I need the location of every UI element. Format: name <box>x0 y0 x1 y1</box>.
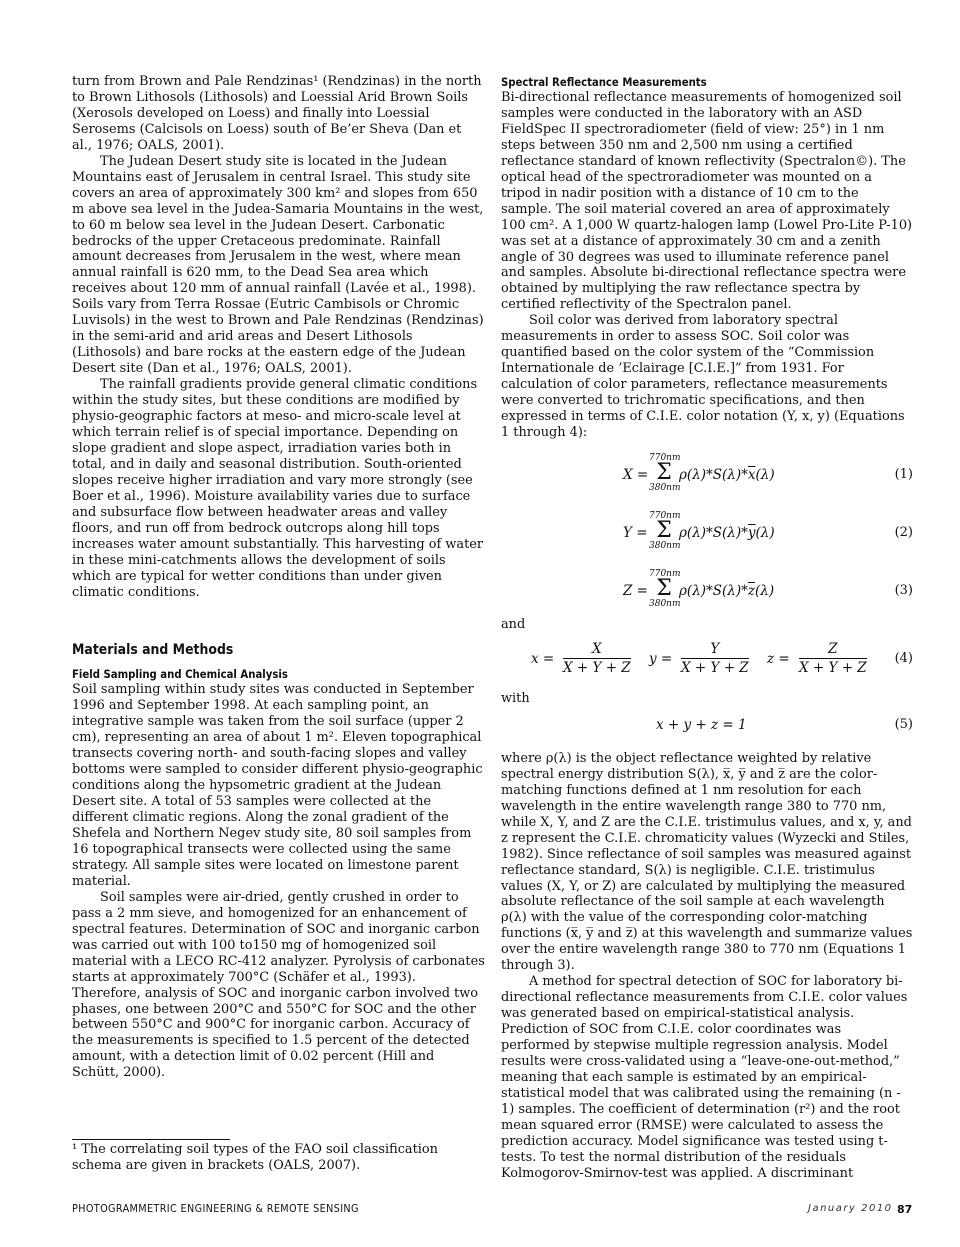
upper-limit: 770nm <box>649 568 681 579</box>
equation-4 <box>501 641 913 691</box>
fraction: $\frac{Y}{X + Y + Z}$ <box>681 640 749 676</box>
equation-rhs: $\rho(\lambda)*S(\lambda)*\overline{z}(\lambda)$ <box>679 582 775 599</box>
paragraph: Soil sampling within study sites was conducted in September 1996 and September 1998. At each sampling point, an integrative sample was taken from the soil surface (upper 2 cm), representing an area of about 1 m². Eleven topographical transects covering north- and south-facing slopes and valley bottoms were sampled to consider different physio-geographic conditions along the hypsometric gradient at the Judean Desert site. A total of 53 samples were collected at the different climatic regions. Along the zonal gradient of the Shefela and Northern Negev study site, 80 soil samples from 16 topographical transects were collected using the same strategy. All sample sites were located on limestone parent material. <box>72 682 483 889</box>
journal-name: PHOTOGRAMMETRIC ENGINEERING & REMOTE SENSING <box>72 1203 359 1215</box>
paragraph: Soil samples were air-dried, gently crushed in order to pass a 2 mm sieve, and homogenized for an enhancement of spectral features. Determination of SOC and inorganic carbon was carried out with 100 to150 mg of homogenized soil material with a LECO RC-412 analyzer. Pyrolysis of carbonates starts at approximately 700°C (Schäfer et al., 1993). Therefore, analysis of SOC and inorganic carbon involved two phases, one between 200°C and 550°C for SOC and the other between 550°C and 900°C for inorganic carbon. Accuracy of the measurements is specified to 1.5 percent of the detected amount, with a detection limit of 0.02 percent (Hill and Schütt, 2000). <box>72 889 485 1081</box>
paragraph: turn from Brown and Pale Rendzinas¹ (Rendzinas) in the north to Brown Lithosols (Lithosols) and Loessial Arid Brown Soils (Xerosols developed on Loess) and finally into Loessial Serosems (Calcisols on Loess) south of Be’er Sheva (Dan et al., 1976; OALS, 2001). <box>72 74 482 153</box>
footnote <box>72 1142 485 1174</box>
equation-number: (5) <box>894 716 913 732</box>
equation-expression: x + y + z = 1 <box>656 716 747 733</box>
fraction: $\frac{Z}{X + Y + Z}$ <box>799 640 867 676</box>
paragraph: where ρ(λ) is the object reflectance weighted by relative spectral energy distribution S(λ), x̅, y̅ and z̅ are the color-matching functions defined at 1 nm resolution for each wavelength in the entire wavelength range 380 to 770 nm, while X, Y, and Z are the C.I.E. tristimulus values, and x, y, and z represent the C.I.E. chromaticity values (Wyzecki and Stiles, 1982). Since reflectance of soil samples was measured against reflectance standard, S(λ) is negligible. C.I.E. tristimulus values (X, Y, or Z) are calculated by multiplying the measured absolute reflectance of the soil sample at each wavelength ρ(λ) with the value of the corresponding color-matching functions (x̅, y̅ and z̅) at this wavelength and summarize values over the entire wavelength range 380 to 770 nm (Equations 1 through 3). <box>501 750 913 974</box>
paragraph: The rainfall gradients provide general climatic conditions within the study sites, but these conditions are modified by physio-geographic factors at meso- and micro-scale level at which terrain relief is of special importance. Depending on slope gradient and slope aspect, irradiation varies both in total, and in daily and seasonal distribution. South-oriented slopes receive higher irradiation and vary more strongly (see Boer et al., 1996). Moisture availability varies due to surface and subsurface flow between headwater areas and valley floors, and run off from bedrock outcrops along hill tops increases water amount substantially. This harvesting of water in these mini-catchments allows the development of soils which are typical for wetter conditions than under given climatic conditions. <box>72 377 484 600</box>
equation-lhs: Z = <box>623 582 648 599</box>
paragraph: Bi-directional reflectance measurements of homogenized soil samples were conducted in the laboratory with an ASD FieldSpec II spectroradiometer (field of view: 25°) in 1 nm steps between 350 nm and 2,500 nm using a certified reflectance standard of known reflectivity (Spectralon©). The optical head of the spectroradiometer was mounted on a tripod in nadir position with a distance of 10 cm to the sample. The soil material covered an area of approximately 100 cm². A 1,000 W quartz-halogen lamp (Lowel Pro-Lite P-10) was set at a distance of approximately 30 cm and a zenith angle of 30 degrees was used to illuminate reference panel and samples. Absolute bi-directional reflectance spectra were obtained by multiplying the raw reflectance spectra by certified reflectivity of the Spectralon panel. <box>501 90 913 313</box>
lower-limit: 380nm <box>649 598 681 609</box>
equation-rhs: $\rho(\lambda)*S(\lambda)*\overline{y}(\lambda)$ <box>679 524 775 541</box>
equation-1 <box>501 447 913 505</box>
lower-limit: 380nm <box>649 482 681 493</box>
subsection-heading: Spectral Reflectance Measurements <box>501 75 707 89</box>
summation-sign: 770nm Σ 380nm <box>649 568 681 609</box>
page-number: 87 <box>897 1203 913 1216</box>
upper-limit: 770nm <box>649 510 681 521</box>
section-heading: Materials and Methods <box>72 642 234 659</box>
paragraph: A method for spectral detection of SOC for laboratory bi-directional reflectance measurements from C.I.E. color values was generated based on empirical-statistical analysis. Prediction of SOC from C.I.E. color coordinates was performed by stepwise multiple regression analysis. Model results were cross-validated using a “leave-one-out-method,” meaning that each sample is estimated by an empirical-statistical model that was calibrated using the remaining (n - 1) samples. The coefficient of determination (r²) and the root mean squared error (RMSE) were calculated to assess the prediction accuracy. Model significance was tested using t-tests. To test the normal distribution of the residuals Kolmogorov-Smirnov-test was applied. A discriminant <box>501 974 908 1181</box>
equation-3 <box>501 563 913 621</box>
connector-text: with <box>501 690 530 706</box>
lower-limit: 380nm <box>649 540 681 551</box>
paragraph: The Judean Desert study site is located in the Judean Mountains east of Jerusalem in central Israel. This study site covers an area of approximately 300 km² and slopes from 650 m above sea level in the Judea-Samaria Mountains in the west, to 60 m below sea level in the Judean Desert. Carbonatic bedrocks of the upper Cretaceous predominate. Rainfall amount decreases from Jerusalem in the west, where mean annual rainfall is 620 mm, to the Dead Sea area which receives about 120 mm of annual rainfall (Lavée et al., 1998). Soils vary from Terra Rossae (Eutric Cambisols or Chromic Luvisols) in the west to Brown and Pale Rendzinas (Rendzinas) in the semi-arid and arid areas and Desert Lithosols (Lithosols) and bare rocks at the eastern edge of the Judean Desert site (Dan et al., 1976; OALS, 2001). <box>72 153 484 377</box>
paragraph: Soil color was derived from laboratory spectral measurements in order to assess SOC. Soil color was quantified based on the color system of the “Commission Internationale de ’Eclairage [C.I.E.]” from 1931. For calculation of color parameters, reflectance measurements were converted to trichromatic specifications, and then expressed in terms of C.I.E. color notation (Y, x, y) (Equations 1 through 4): <box>501 313 905 441</box>
footnote-text: ¹ The correlating soil types of the FAO soil classification schema are given in brackets (OALS, 2007). <box>72 1142 438 1173</box>
footnote-rule <box>72 1139 230 1140</box>
upper-limit: 770nm <box>649 452 681 463</box>
equation-lhs: X = <box>623 466 649 483</box>
right-column <box>501 74 913 1182</box>
summation-sign: 770nm Σ 380nm <box>649 452 681 493</box>
equation-number: (4) <box>894 650 913 666</box>
equation-number: (1) <box>894 466 913 482</box>
equation-lhs: Y = <box>623 524 648 541</box>
fraction: $\frac{X}{X + Y + Z}$ <box>563 640 631 676</box>
summation-sign: 770nm Σ 380nm <box>649 510 681 551</box>
equation-rhs: $\rho(\lambda)*S(\lambda)*\overline{x}(\lambda)$ <box>679 466 775 483</box>
equation-5 <box>501 713 913 741</box>
equation-lhs: z = <box>767 650 790 667</box>
equation-number: (2) <box>894 524 913 540</box>
connector-text: and <box>501 616 526 632</box>
issue-date: January 2010 <box>808 1203 893 1214</box>
left-column <box>72 74 485 1081</box>
equation-lhs: y = <box>649 650 673 667</box>
equation-number: (3) <box>894 582 913 598</box>
equation-lhs: x = <box>531 650 555 667</box>
subsection-heading: Field Sampling and Chemical Analysis <box>72 667 288 682</box>
equation-2 <box>501 505 913 563</box>
